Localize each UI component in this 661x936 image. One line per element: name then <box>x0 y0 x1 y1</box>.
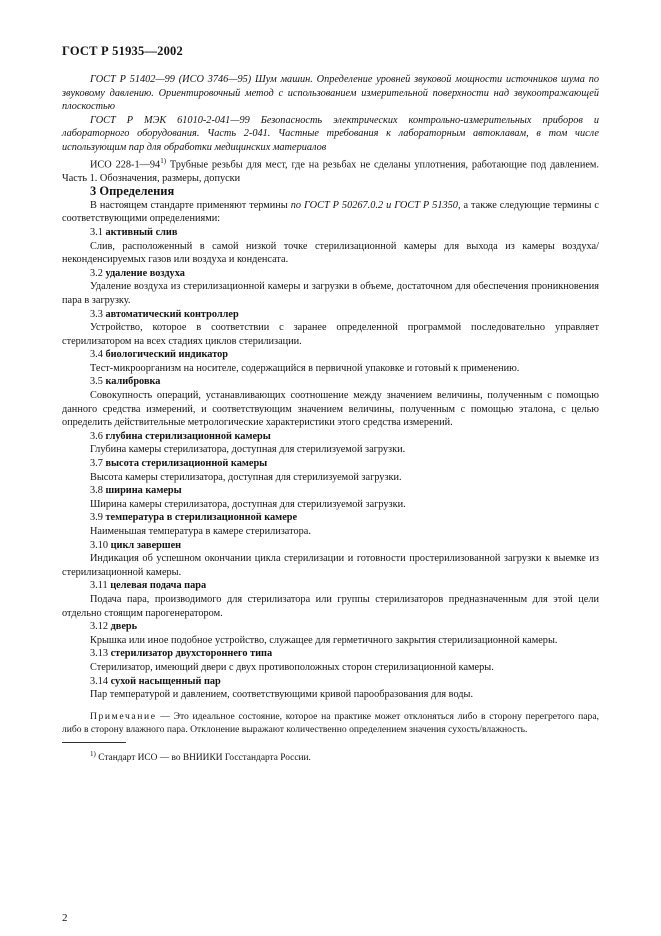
definition-heading <box>62 675 599 689</box>
definition-text: Крышка или иное подобное устройство, служащее для герметичного закрытия стерилизационной камеры. <box>90 634 558 646</box>
definition-text: Тест-микроорганизм на носителе, содержащийся в первичной упаковке и готовый к применению. <box>90 362 520 374</box>
definition-text: Ширина камеры стерилизатора, доступная для стерилизуемой загрузки. <box>90 498 406 510</box>
definitions-list <box>62 226 599 702</box>
definition-term: цикл завершен <box>110 539 182 551</box>
definition-heading <box>62 226 599 240</box>
definition-heading <box>62 267 599 281</box>
definition-number: 3.13 <box>90 648 111 660</box>
reference-iso-228 <box>62 155 599 186</box>
definition-heading <box>62 457 599 471</box>
reference-gost-51402: ГОСТ Р 51402—99 (ИСО 3746—95) Шум машин. Определение уровней звуковой мощности источников шума по звуковому давлению. Ориентировочный метод с использованием измерительной поверхности над звукоотражающей плоскостью <box>62 74 599 113</box>
definition-heading <box>62 620 599 634</box>
definition-number: 3.6 <box>90 430 106 442</box>
definition-number: 3.9 <box>90 512 106 524</box>
page-number: 2 <box>62 912 68 924</box>
definition-heading <box>62 511 599 525</box>
footnote-ref: 1) <box>160 156 167 165</box>
definition-text: Совокупность операций, устанавливающих соотношение между значением величины, полученным с помощью данного средства измерений, и соответствующим значением величины, полученным с помощью эталона, с целью определить действительные метрологические характеристики этого средства измерений. <box>62 390 599 429</box>
definition-term: ширина камеры <box>105 485 182 497</box>
definition-heading <box>62 430 599 444</box>
definition-term: стерилизатор двухстороннего типа <box>110 648 273 660</box>
definition-text: Высота камеры стерилизатора, доступная для стерилизуемой загрузки. <box>90 471 402 483</box>
intro-text: В настоящем стандарте применяют термины <box>90 199 291 211</box>
note-text: — Это идеальное состояние, которое на практике может отклоняться либо в сторону перегретого пара, либо в сторону влажного пара. Отклонение выражают количественно определением значения сухость/влажность. <box>62 710 599 735</box>
iso-title: Трубные резьбы для мест, где на резьбах не сделаны уплотнения, работающие под давлением. Часть 1. Обозначения, размеры, допуски <box>62 158 599 184</box>
definition-number: 3.8 <box>90 485 106 497</box>
note-label: Примечание <box>90 710 157 722</box>
definition-text: Устройство, которое в соответствии с заранее определенной программой последовательно управляет стерилизатором на всех стадиях циклов стерилизации. <box>62 322 599 347</box>
definition-term: биологический индикатор <box>105 349 228 361</box>
definition-heading <box>62 579 599 593</box>
definition-term: автоматический контроллер <box>105 308 239 320</box>
definition-term: удаление воздуха <box>105 267 185 279</box>
definition-text: Пар температурой и давлением, соответствующими кривой парообразования для воды. <box>90 689 474 701</box>
definition-term: температура в стерилизационной камере <box>105 512 298 524</box>
definition-number: 3.11 <box>90 580 111 592</box>
definition-term: дверь <box>110 621 138 633</box>
definition-text: Слив, расположенный в самой низкой точке стерилизационной камеры для выхода из камеры воздуха/неконденсируемых газов или воздуха и конденсата. <box>62 240 599 266</box>
definition-number: 3.2 <box>90 267 106 279</box>
definition-number: 3.7 <box>90 458 106 470</box>
definition-heading <box>62 539 599 553</box>
definition-text: Наименьшая температура в камере стерилизатора. <box>90 526 311 538</box>
definition-number: 3.4 <box>90 349 106 361</box>
section-title: 3 Определения <box>90 184 175 199</box>
reference-gost-iec-61010: ГОСТ Р МЭК 61010-2-041—99 Безопасность электрических контрольно-измерительных приборов и лабораторного оборудования. Часть 2-041. Частные требования к лабораторным автоклавам, в том числе использующим пар для обработки медицинских материалов <box>62 114 599 153</box>
definition-term: активный слив <box>105 226 178 238</box>
intro-references: по ГОСТ Р 50267.0.2 и ГОСТ Р 51350 <box>290 199 458 211</box>
definition-number: 3.1 <box>90 226 106 238</box>
definition-term: высота стерилизационной камеры <box>105 458 268 470</box>
standard-header: ГОСТ Р 51935—2002 <box>62 44 183 58</box>
definition-number: 3.12 <box>90 621 111 633</box>
definition-heading <box>62 647 599 661</box>
definition-text: Индикация об успешном окончании цикла стерилизации и готовности простерилизованной загрузки к выемке из стерилизационной камеры. <box>62 553 599 578</box>
definition-heading <box>62 348 599 362</box>
footnote-text: Стандарт ИСО — во ВНИИКИ Госстандарта России. <box>95 752 311 763</box>
definition-heading <box>62 484 599 498</box>
definition-term: целевая подача пара <box>110 580 207 592</box>
definition-heading <box>62 308 599 322</box>
iso-code: ИСО 228-1—94 <box>90 158 161 170</box>
definition-number: 3.14 <box>90 675 111 687</box>
definition-number: 3.10 <box>90 539 111 551</box>
page-content <box>62 73 599 765</box>
intro-text-end: , а также следующие термины с соответствующими определениями: <box>62 199 599 225</box>
definition-number: 3.3 <box>90 308 106 320</box>
definition-heading <box>62 375 599 389</box>
footnote-mark: 1) <box>90 749 96 758</box>
definition-text: Глубина камеры стерилизатора, доступная для стерилизуемой загрузки. <box>90 444 406 456</box>
footnote <box>62 748 599 766</box>
definition-term: глубина стерилизационной камеры <box>105 430 271 442</box>
definition-number: 3.5 <box>90 376 106 388</box>
section-intro <box>62 199 599 226</box>
definition-text: Стерилизатор, имеющий двери с двух противоположных сторон стерилизационной камеры. <box>90 661 494 673</box>
definition-text: Подача пара, производимого для стерилизатора или группы стерилизаторов предназначенным для этой цели отдельно стоящим парогенератором. <box>62 593 599 619</box>
definition-term: сухой насыщенный пар <box>110 675 221 687</box>
definition-term: калибровка <box>105 376 161 388</box>
note <box>62 710 599 736</box>
definition-text: Удаление воздуха из стерилизационной камеры и загрузки в объеме, достаточном для обеспечения проникновения пара в загрузку. <box>62 281 599 306</box>
footnote-divider <box>62 742 126 743</box>
